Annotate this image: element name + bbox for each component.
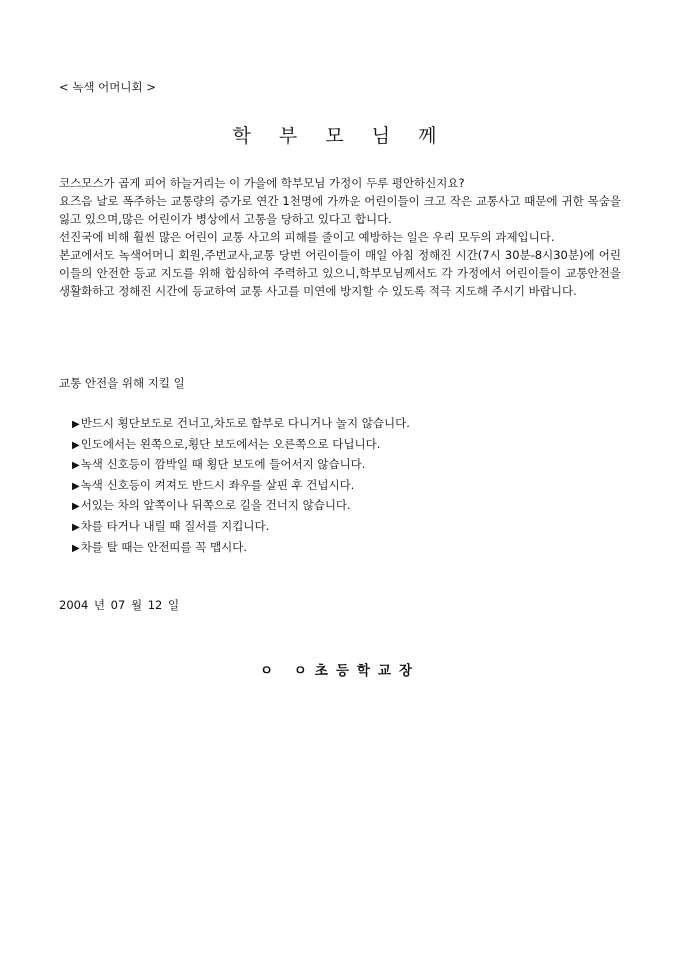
triangle-bullet-icon: ▶ (72, 460, 80, 472)
list-item (72, 435, 410, 456)
rule-text: 차를 탈 때는 안전띠를 꼭 맵시다. (80, 539, 248, 554)
rule-text: 서있는 차의 앞쪽이나 뒤쪽으로 길을 건너지 않습니다. (80, 498, 351, 513)
paragraph: 본교에서도 녹색어머니 회원,주번교사,교통 당번 어린이들이 매일 아침 정해진 시간(7시 30분-8시30분)에 어린이들의 안전한 등교 지도를 위해 합심하여 주력하고 있으니,학부모님께서도 각 가정에서 어린이들이 교통안전을 생활화하고 정해진 시간에 등교하여 교통 사고를 미연에 방지할 수 있도록 적극 지도해 주시기 바랍니다. (59, 248, 621, 298)
list-item (72, 538, 410, 559)
list-item (72, 455, 410, 476)
list-item (72, 414, 410, 435)
paragraph: 요즈음 날로 폭주하는 교통량의 증가로 연간 1천명에 가까운 어린이들이 크고 작은 교통사고 때문에 귀한 목숨을 잃고 있으며,많은 어린이가 병상에서 고통을 당하고 있다고 합니다. (59, 194, 621, 226)
rule-text: 인도에서는 왼쪽으로,횡단 보도에서는 오른쪽으로 다닙니다. (80, 436, 381, 451)
list-item (72, 496, 410, 517)
list-item (72, 517, 410, 538)
rule-text: 차를 타거나 내릴 때 질서를 지킵니다. (80, 518, 270, 533)
paragraph: 코스모스가 곱게 피어 하늘거리는 이 가을에 학부모님 가정이 두루 평안하신지요? (59, 176, 465, 190)
safety-rules-list (72, 414, 410, 558)
triangle-bullet-icon: ▶ (72, 501, 80, 513)
rule-text: 녹색 신호등이 켜져도 반드시 좌우를 살핀 후 건넙시다. (80, 477, 355, 492)
list-item (72, 476, 410, 497)
triangle-bullet-icon: ▶ (72, 439, 80, 451)
rule-text: 녹색 신호등이 깜박일 때 횡단 보도에 들어서지 않습니다. (80, 457, 366, 472)
rules-heading: 교통 안전을 위해 지킬 일 (59, 376, 185, 390)
paragraph: 선진국에 비해 훨씬 많은 어린이 교통 사고의 피해를 줄이고 예방하는 일은 우리 모두의 과제입니다. (59, 230, 555, 244)
letter-date: 2004 년 07 월 12 일 (59, 598, 180, 612)
triangle-bullet-icon: ▶ (72, 542, 80, 554)
triangle-bullet-icon: ▶ (72, 521, 80, 533)
letter-body (59, 174, 621, 300)
rule-text: 반드시 횡단보도로 건너고,차도로 함부로 다니거나 놀지 않습니다. (80, 416, 410, 430)
signature: ㅇ ㅇ초등학교장 (260, 663, 420, 679)
letter-title: 학 부 모 님 께 (232, 125, 448, 147)
triangle-bullet-icon: ▶ (72, 480, 80, 492)
triangle-bullet-icon: ▶ (72, 419, 80, 430)
organization-label: < 녹색 어머니회 > (59, 80, 156, 94)
